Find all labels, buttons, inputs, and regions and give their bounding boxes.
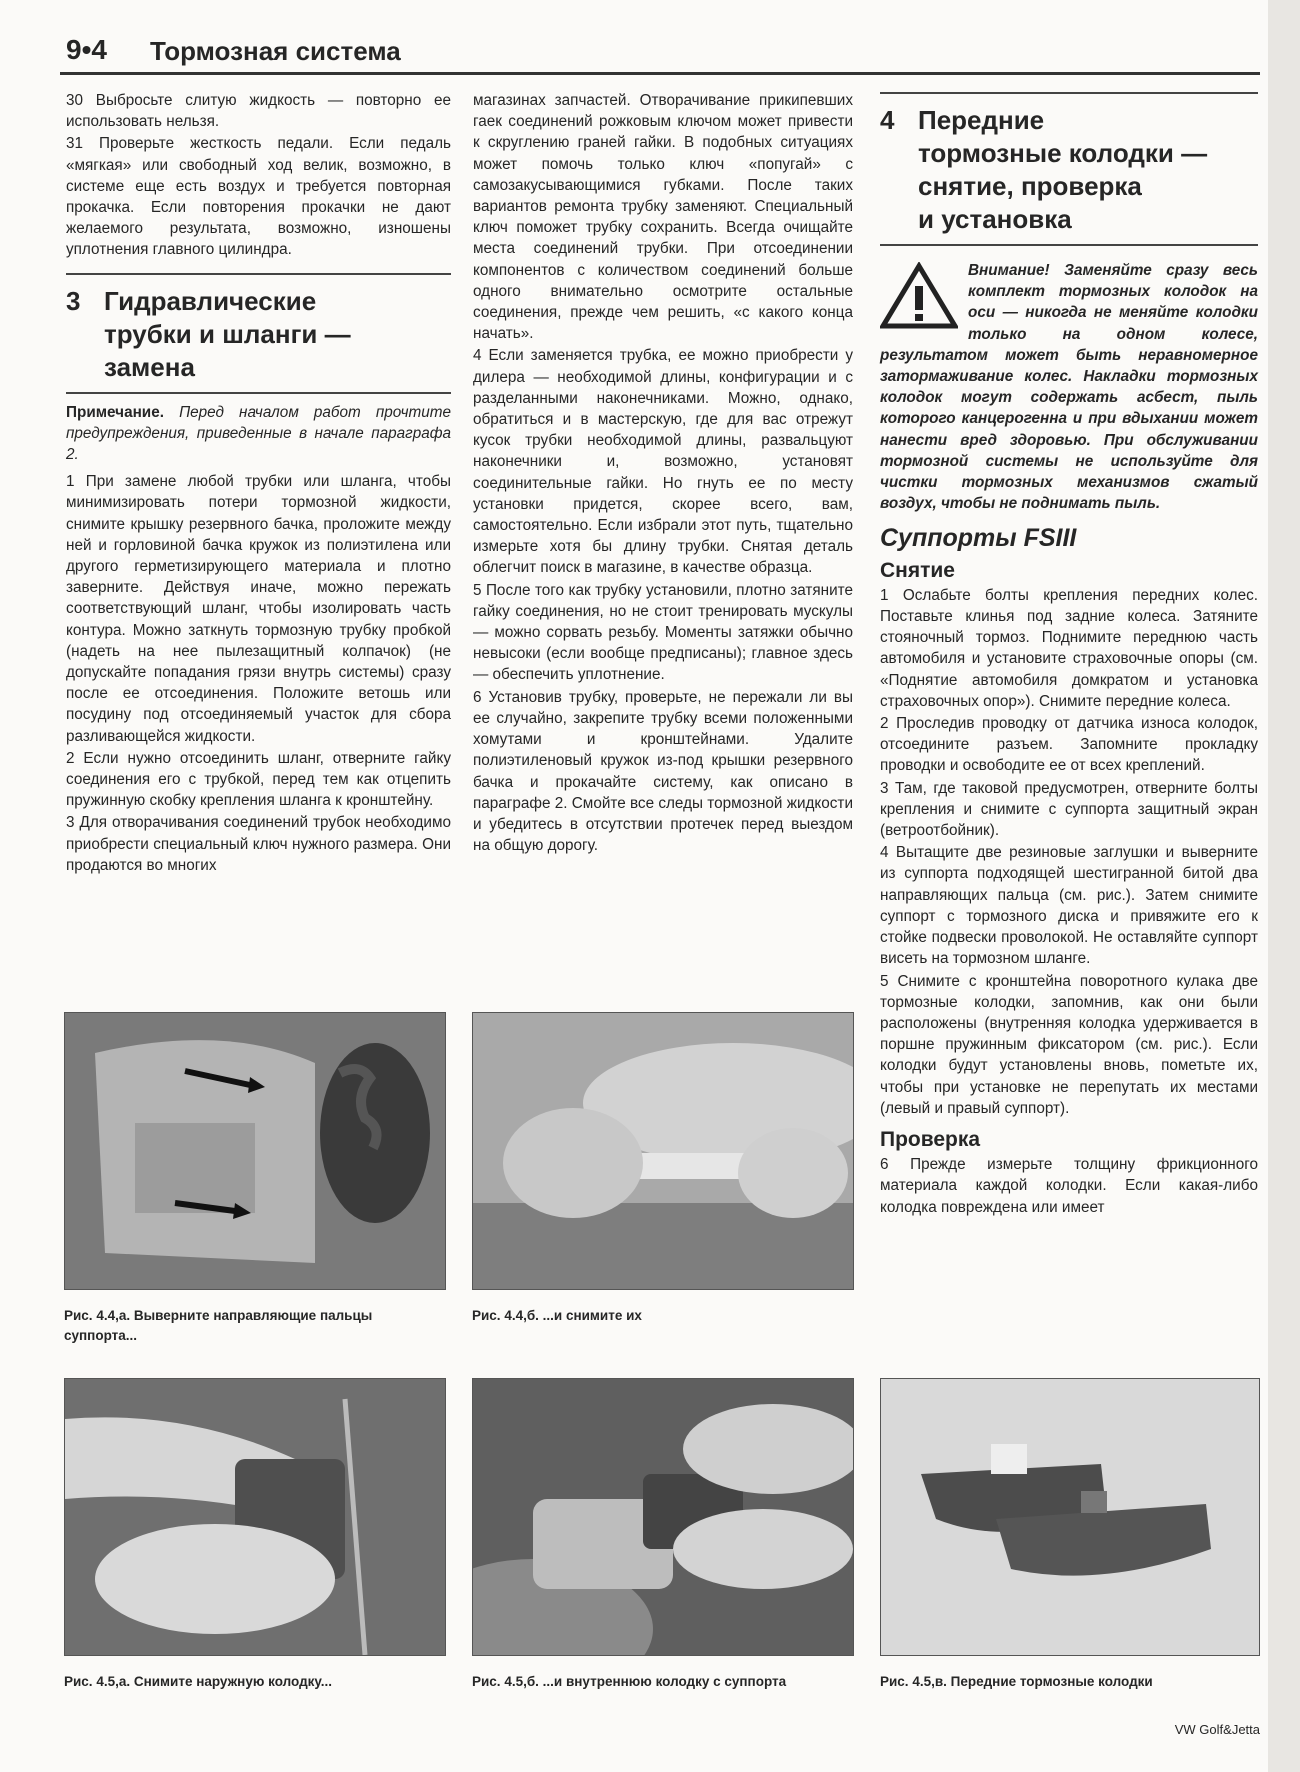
section-title-line: Передние [918, 105, 1045, 135]
heading-removal: Снятие [880, 558, 955, 582]
section-title-line: снятие, проверка [918, 171, 1142, 201]
outer-pad-photo-image [65, 1379, 445, 1655]
page-edge-shadow [1268, 0, 1300, 1772]
warning-block [880, 260, 1258, 514]
paragraph: 3 Там, где таковой предусмотрен, отверните болты крепления и снимите с суппорта защитный экран (ветроотбойник). [880, 779, 1258, 840]
column-3 [880, 92, 1258, 1219]
note-label: Примечание. [66, 403, 164, 421]
photo-fig-4-4a [64, 1012, 446, 1290]
section-title-line: тормозные колодки — [918, 138, 1208, 168]
caliper-pin-photo-image [473, 1013, 853, 1289]
footer-book-title: VW Golf&Jetta [1174, 1722, 1260, 1737]
caption-fig-4-4a: Рис. 4.4,а. Выверните направляющие пальцы суппорта... [64, 1308, 373, 1343]
section-rule [880, 244, 1258, 246]
section-3-title [66, 285, 451, 384]
photo-fig-4-5b [472, 1378, 854, 1656]
caption-fig-4-5b: Рис. 4.5,б. ...и внутреннюю колодку с суппорта [472, 1674, 787, 1689]
caption-fig-4-4b: Рис. 4.4,б. ...и снимите их [472, 1308, 642, 1323]
section-rule [66, 273, 451, 275]
column-1 [66, 90, 451, 877]
note-text: Перед началом работ прочтите предупреждения, приведенные в начале параграфа 2. [66, 403, 451, 464]
paragraph: 30 Выбросьте слитую жидкость — повторно ее использовать нельзя. [66, 92, 451, 131]
section-rule [880, 92, 1258, 94]
subsection-title: Суппорты FSIII [880, 524, 1077, 553]
caption-fig-4-5v: Рис. 4.5,в. Передние тормозные колодки [880, 1674, 1153, 1689]
section-title-line: трубки и шланги — [104, 318, 351, 349]
inner-pad-photo-image [473, 1379, 853, 1655]
section-title-line: и установка [918, 204, 1072, 234]
paragraph: 1 При замене любой трубки или шланга, чтобы минимизировать потери тормозной жидкости, снимите крышку резервного бачка, проложите между ней и горловиной бачка кружок из полиэтилена или другого герметизирующего материала и плотно заверните. Действуя иначе, можно пережать соответствующий шланг, чтобы изолировать часть контура. Можно заткнуть тормозную трубку пробкой (надеть на нее пылезащитный колпачок) (не допускайте попадания грязи внутрь системы) сразу после ее отсоединения. Положите ветошь или посудину под отсоединяемый участок для сбора разливающейся жидкости. [66, 473, 451, 745]
photo-fig-4-5a [64, 1378, 446, 1656]
paragraph: 1 Ослабьте болты крепления передних колес. Поставьте клинья под задние колеса. Затяните стояночный тормоз. Поднимите переднюю часть автомобиля и установите страховочные опоры (см. «Поднятие автомобиля домкратом и установка страховочных опор»). Снимите передние колеса. [880, 586, 1258, 710]
chapter-title: Тормозная система [150, 36, 401, 66]
heading-check: Проверка [880, 1127, 981, 1151]
caption-fig-4-5a: Рис. 4.5,а. Снимите наружную колодку... [64, 1674, 332, 1689]
page-number: 9•4 [66, 34, 107, 65]
section-4-title [880, 104, 1258, 236]
paragraph: 5 После того как трубку установили, плотно затяните гайку соединения, но не стоит тренировать мускулы — можно сорвать резьбу. Моменты затяжки обычно невысоки (если вообще предписаны); главное здесь — обеспечить уплотнение. [473, 581, 853, 684]
section-title-line: Гидравлические [104, 285, 317, 316]
paragraph: 4 Если заменяется трубка, ее можно приобрести у дилера — необходимой длины, конфигурации и с разделанными наконечниками. Можно, однако, обратиться и в мастерскую, где для вас отрежут кусок трубки необходимой длины, развальцуют наконечники и, возможно, установят соединительные гайки. Но гнуть ее по месту установки придется, скорее всего, вам, самостоятельно. Если избрали этот путь, тщательно измерьте хотя бы длину трубки. Снятая деталь облегчит поиск в магазине, в качестве образца. [473, 347, 853, 577]
paragraph: 6 Установив трубку, проверьте, не пережали ли вы ее случайно, закрепите трубку всеми положенными хомутами и кронштейнами. Удалите полиэтиленовый кружок из-под крышки резервного бачка и прокачайте систему, как описано в параграфе 2. Смойте все следы тормозной жидкости и убедитесь в отсутствии протечек перед выездом на общую дорогу. [473, 688, 853, 855]
section-rule [66, 392, 451, 394]
paragraph: 31 Проверьте жесткость педали. Если педаль «мягкая» или свободный ход велик, возможно, в системе еще есть воздух и требуется повторная прокачка. Если повторения прокачки не дают желаемого результата, возможно, изношены уплотнения главного цилиндра. [66, 135, 451, 259]
note [66, 402, 451, 466]
header-rule [60, 72, 1260, 75]
paragraph: 3 Для отворачивания соединений трубок необходимо приобрести специальный ключ нужного размера. Они продаются во многих [66, 814, 451, 874]
paragraph: 4 Вытащите две резиновые заглушки и выверните из суппорта подходящей шестигранной битой два направляющих пальца (см. рис.). Затем снимите суппорт с тормозного диска и привяжите его к стойке подвески проволокой. Не оставляйте суппорт висеть на тормозном шланге. [880, 844, 1258, 968]
photo-fig-4-4b [472, 1012, 854, 1290]
section-number: 3 [66, 285, 81, 316]
paragraph: 2 Проследив проводку от датчика износа колодок, отсоедините разъем. Запомните прокладку проводки и освободите ее от всех креплений. [880, 715, 1258, 775]
paragraph: 5 Снимите с кронштейна поворотного кулака две тормозные колодки, запомнив, как они были расположены (внутренняя колодка удерживается в поршне пружинным фиксатором (см. рис.). Если колодки будут установлены вновь, пометьте их, чтобы при установке не перепутать их местами (левый и правый суппорт). [880, 972, 1258, 1117]
section-number: 4 [880, 105, 895, 135]
paragraph: 2 Если нужно отсоединить шланг, отверните гайку соединения его с трубкой, перед тем как отцепить пружинную скобку крепления шланга к кронштейну. [66, 749, 451, 810]
photo-fig-4-5v [880, 1378, 1260, 1656]
brake-pads-photo-image [881, 1379, 1259, 1655]
paragraph: 6 Прежде измерьте толщину фрикционного материала каждой колодки. Если какая-либо колодка повреждена или имеет [880, 1156, 1258, 1216]
caliper-photo-image [65, 1013, 445, 1289]
warning-triangle-icon [880, 262, 958, 330]
section-title-line: замена [104, 351, 195, 382]
paragraph: магазинах запчастей. Отворачивание прикипевших гаек соединений рожковым ключом может привести к скруглению граней гайки. В подобных ситуациях может помочь только ключ «попугай» с самозакусывающимися губками. После таких вариантов ремонта трубку заменяют. Специальный ключ поможет трубку сохранить. Всегда очищайте места соединений трубки. При отсоединении компонентов с количеством соединений больше одного внимательно осмотрите остальные соединения, прежде чем решить, «с какого конца начать». [473, 92, 853, 343]
column-2 [473, 90, 853, 857]
warning-text: Внимание! Заменяйте сразу весь комплект тормозных колодок на оси — никогда не меняйте колодки только на одном колесе, результатом может быть неравномерное затормаживание колес. Накладки тормозных колодок могут содержать асбест, пыль которого канцерогенна и при вдыхании может нанести вред здоровью. При обслуживании тормозной системы не используйте для чистки тормозных механизмов сжатый воздух, чтобы не поднимать пыль. [880, 262, 1258, 513]
